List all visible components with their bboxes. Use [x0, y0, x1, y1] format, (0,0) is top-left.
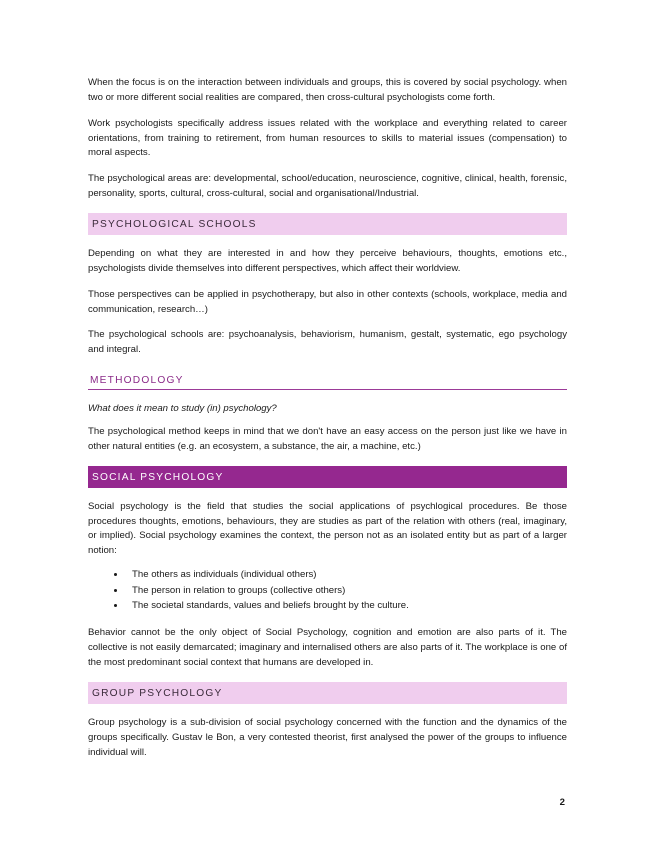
list-item: • The others as individuals (individual others): [126, 567, 567, 582]
social-bullet-list: [88, 567, 567, 613]
schools-paragraph-list: The psychological schools are: psychoanalysis, behaviorism, humanism, gestalt, systematic, ego psychology and integral.: [88, 329, 567, 356]
intro-paragraph-work: Work psychologists specifically address issues related with the workplace and everything related to career orientations, from training to retirement, from human resources to skills to material issues (compensation) to moral aspects.: [88, 117, 567, 159]
section-heading-group-psychology: GROUP PSYCHOLOGY: [88, 682, 567, 704]
methodology-question: What does it mean to study (in) psychology?: [88, 403, 277, 415]
list-item: • The societal standards, values and beliefs brought by the culture.: [126, 598, 567, 613]
page-number: 2: [559, 797, 565, 808]
schools-paragraph-perspectives: Depending on what they are interested in and how they perceive behaviours, thoughts, emotions etc., psychologists divide themselves into different perspectives, which affect their worldview.: [88, 248, 567, 274]
social-paragraph-behavior: Behavior cannot be the only object of Social Psychology, cognition and emotion are also parts of it. The collective is not easily demarcated; imaginary and internalised others are also parts of it. The workplace is one of the most predominant social context that humans are developed in.: [88, 627, 567, 668]
group-paragraph: Group psychology is a sub-division of social psychology concerned with the function and the dynamics of the groups specifically. Gustav le Bon, a very contested theorist, first analysed the power of the groups to influence individual will.: [88, 716, 567, 758]
intro-paragraph-social: When the focus is on the interaction between individuals and groups, this is covered by social psychology. when two or more different social realities are compared, then cross-cultural psychologists come forth.: [88, 77, 567, 103]
section-heading-methodology: METHODOLOGY: [88, 369, 567, 390]
list-item: • The person in relation to groups (collective others): [126, 583, 567, 598]
methodology-paragraph: The psychological method keeps in mind that we don't have an easy access on the person just like we have in other natural entities (e.g. an ecosystem, a substance, the air, a machine, etc.): [88, 426, 567, 452]
section-heading-social-psychology: SOCIAL PSYCHOLOGY: [88, 466, 567, 488]
social-paragraph-definition: Social psychology is the field that studies the social applications of psychlogical procedures. Be those procedures thoughts, emotions, behaviours, they are studies as part of the relation with others (real, imaginary, or implied). Social psychology examines the context, the person not as an isolated entity but as part of a larger notion:: [88, 500, 567, 557]
intro-paragraph-areas: The psychological areas are: developmental, school/education, neuroscience, cognitive, clinical, health, forensic, personality, sports, cultural, cross-cultural, social and organisational/Industrial.: [88, 173, 567, 200]
section-heading-psychological-schools: PSYCHOLOGICAL SCHOOLS: [88, 213, 567, 235]
schools-paragraph-contexts: Those perspectives can be applied in psychotherapy, but also in other contexts (schools, workplace, media and communication, research…): [88, 288, 567, 315]
